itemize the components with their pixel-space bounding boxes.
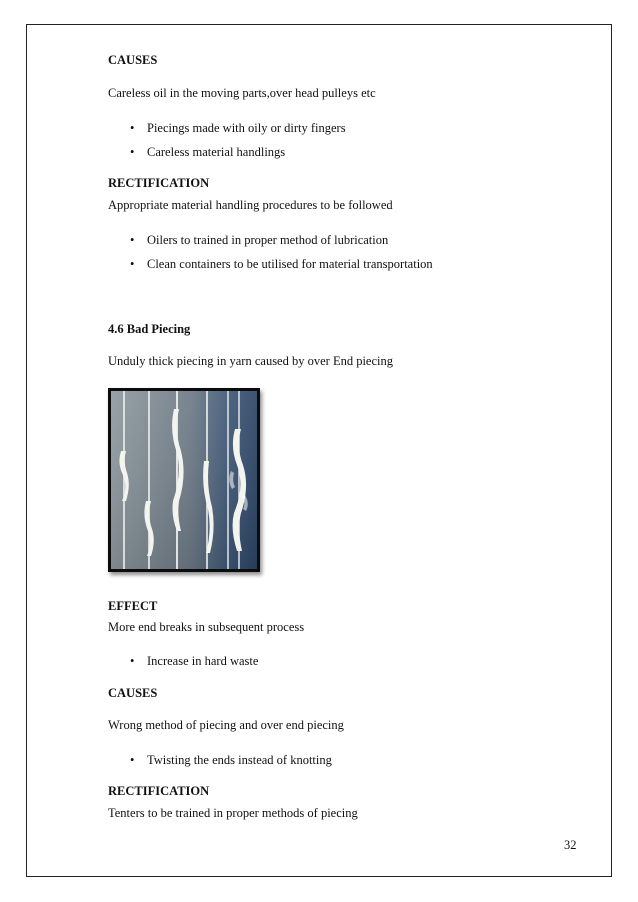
bullet-icon: • (130, 233, 135, 247)
effect-text: More end breaks in subsequent process (108, 620, 305, 634)
section-intro: Unduly thick piecing in yarn caused by over End piecing (108, 354, 393, 368)
effect-bullet: Increase in hard waste (147, 654, 259, 668)
bullet-icon: • (130, 753, 135, 767)
causes-text: Careless oil in the moving parts,over head pulleys etc (108, 86, 376, 100)
causes-heading: CAUSES (108, 53, 158, 67)
causes-heading: CAUSES (108, 686, 158, 700)
rectification-text: Tenters to be trained in proper methods of piecing (108, 806, 358, 820)
causes-text: Wrong method of piecing and over end piecing (108, 718, 344, 732)
page-number: 32 (564, 838, 577, 852)
rectification-bullet: Clean containers to be utilised for material transportation (147, 257, 433, 271)
causes-bullet: Twisting the ends instead of knotting (147, 753, 332, 767)
bullet-icon: • (130, 121, 135, 135)
causes-bullet: Careless material handlings (147, 145, 286, 159)
bullet-icon: • (130, 145, 135, 159)
rectification-heading: RECTIFICATION (108, 784, 210, 798)
causes-bullet: Piecings made with oily or dirty fingers (147, 121, 346, 135)
rectification-text: Appropriate material handling procedures to be followed (108, 198, 393, 212)
rectification-bullet: Oilers to trained in proper method of lubrication (147, 233, 389, 247)
rectification-heading: RECTIFICATION (108, 176, 210, 190)
section-heading: 4.6 Bad Piecing (108, 322, 191, 336)
bullet-icon: • (130, 257, 135, 271)
bullet-icon: • (130, 654, 135, 668)
yarn-piecing-photo (108, 388, 260, 572)
effect-heading: EFFECT (108, 599, 158, 613)
